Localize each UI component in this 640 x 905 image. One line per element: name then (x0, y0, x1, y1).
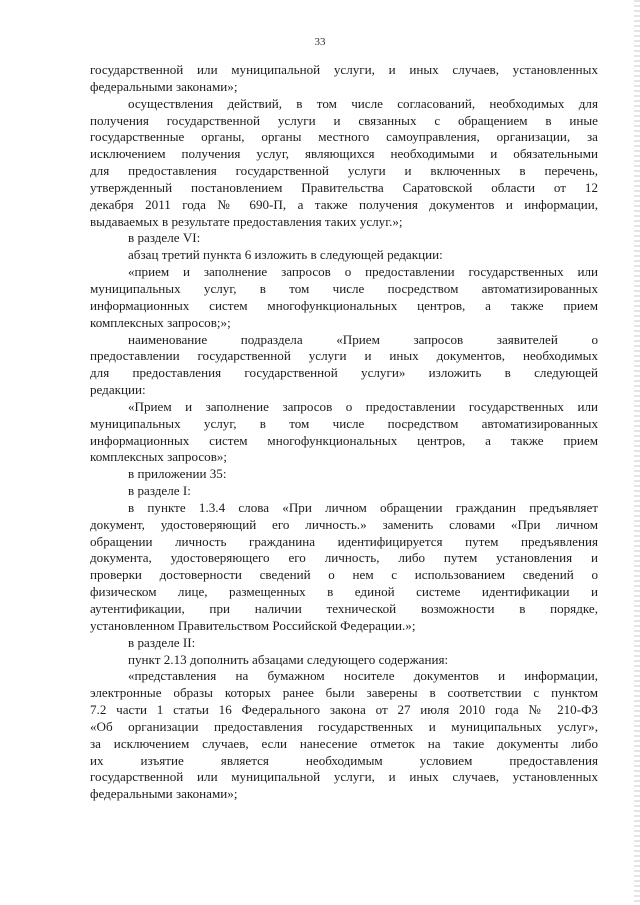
text-line: документа, удостоверяющего его личность, либо путем установления и (90, 550, 598, 566)
text-line: утвержденный постановлением Правительства Саратовской области от 12 (90, 179, 598, 195)
text-line: «прием и заполнение запросов о предоставлении государственных или (128, 264, 598, 280)
text-line: для предоставления государственной услуги и включенных в перечень, (90, 163, 598, 179)
text-line: федеральными законами»; (90, 78, 238, 94)
text-line: информационных систем многофункциональных центров, а также прием (90, 432, 598, 448)
text-line: электронные образы которых ранее были заверены в соответствии с пунктом (90, 685, 598, 701)
text-line: в пункте 1.3.4 слова «При личном обращении гражданин предъявляет (128, 499, 598, 515)
text-line: осуществления действий, в том числе согласований, необходимых для (128, 95, 598, 111)
text-line: государственной или муниципальной услуги, и иных случаев, установленных (90, 62, 598, 77)
text-line: физическом лице, размещенных в единой системе идентификации и (90, 584, 598, 600)
text-line: редакции: (90, 382, 146, 398)
text-line: обращении личность гражданина идентифицируется путем предъявления (90, 533, 598, 549)
text-line: в разделе II: (128, 634, 196, 650)
text-line: информационных систем многофункциональных центров, а также прием (90, 297, 598, 313)
text-line: «Об организации предоставления государственных и муниципальных услуг», (90, 718, 598, 734)
text-line: получения государственной услуги и связанных с обращением в иные (90, 112, 598, 128)
text-line: декабря 2011 года № 690-П, а также получения документов и информации, (90, 196, 598, 212)
text-line: государственной или муниципальной услуги, и иных случаев, установленных (90, 769, 598, 785)
text-line: 7.2 части 1 статьи 16 Федерального закона от 27 июля 2010 года № 210-ФЗ (90, 702, 598, 718)
scan-edge-noise (634, 0, 640, 905)
text-line: муниципальных услуг, в том числе посредством автоматизированных (90, 415, 598, 431)
text-line: проверки достоверности сведений о нем с использованием сведений о (90, 567, 598, 583)
text-line: государственные органы, органы местного самоуправления, организации, за (90, 129, 598, 145)
text-line: их изъятие является необходимым условием предоставления (90, 752, 598, 768)
text-line: муниципальных услуг, в том числе посредством автоматизированных (90, 280, 598, 296)
text-line: в разделе I: (128, 483, 191, 499)
text-line: наименование подраздела «Прием запросов заявителей о (128, 331, 598, 347)
text-line: абзац третий пункта 6 изложить в следующей редакции: (128, 247, 443, 263)
text-line: комплексных запросов;»; (90, 314, 231, 330)
text-line: «представления на бумажном носителе документов и информации, (128, 668, 598, 684)
text-line: предоставлении государственной услуги и иных документов, необходимых (90, 348, 598, 364)
text-line: в разделе VI: (128, 230, 201, 246)
text-line: «Прием и заполнение запросов о предоставлении государственных или (128, 398, 598, 414)
document-body (90, 62, 598, 803)
text-line: федеральными законами»; (90, 786, 238, 802)
text-line: пункт 2.13 дополнить абзацами следующего содержания: (128, 651, 449, 667)
text-line: аутентификации, при наличии технической возможности в порядке, (90, 601, 598, 616)
text-line: выдаваемых в результате предоставления таких услуг.»; (90, 213, 403, 229)
text-line: исключением получения услуг, являющихся необходимыми и обязательными (90, 146, 598, 162)
text-line: документ, удостоверяющий его личность.» заменить словами «При личном (90, 516, 598, 532)
page-number: 33 (314, 36, 326, 48)
text-line: в приложении 35: (128, 466, 227, 482)
text-line: установленном Правительством Российской Федерации.»; (90, 617, 416, 633)
text-line: за исключением случаев, если нанесение отметок на такие документы либо (90, 735, 598, 751)
text-line: для предоставления государственной услуги» изложить в следующей (90, 365, 598, 381)
text-line: комплексных запросов»; (90, 449, 228, 465)
